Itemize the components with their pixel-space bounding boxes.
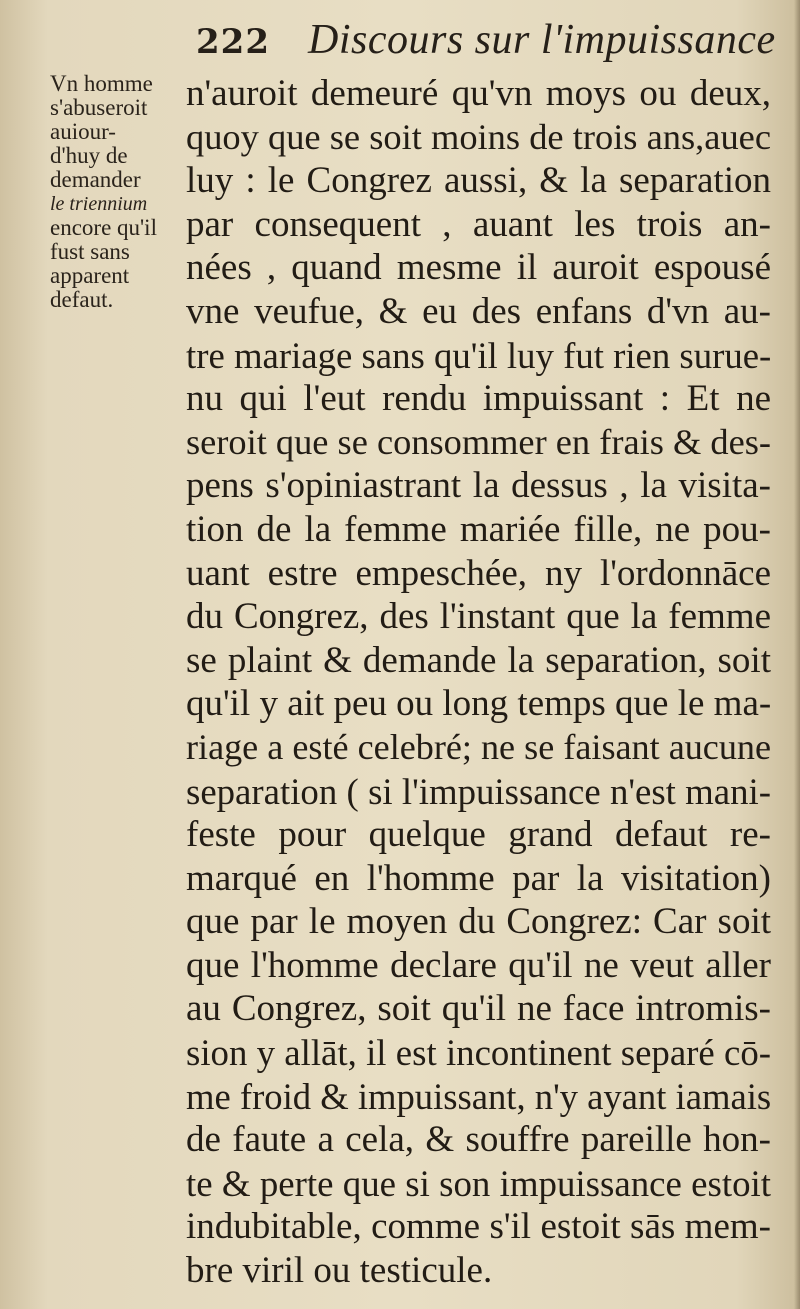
margin-note-line: fust sans [50, 239, 130, 264]
margin-note-line: apparent [50, 263, 130, 288]
margin-note-line: s'abuseroit [50, 95, 148, 120]
text-line: qu'il y ait peu ou long temps que le ma- [186, 683, 772, 725]
page-number: 222 [196, 22, 270, 62]
text-line: bre viril ou testicule. [186, 1250, 493, 1292]
running-title: Discours sur l'impuissance [308, 17, 776, 63]
text-line: seroit que se consommer en frais & des- [186, 421, 771, 462]
margin-note-line: d'huy de [50, 143, 128, 168]
text-line: au Congrez, soit qu'il ne face intromis- [186, 988, 771, 1030]
text-line: de faute a cela, & souffre pareille hon- [186, 1119, 771, 1161]
margin-note-line: Vn homme [50, 71, 153, 96]
text-line: marqué en l'homme par la visitation) [186, 857, 771, 899]
text-line: tre mariage sans qu'il luy fut rien surue- [186, 334, 772, 376]
margin-note-line: demander [50, 167, 141, 192]
text-line: se plaint & demande la separation, soit [186, 639, 771, 681]
text-line: luy : le Congrez aussi, & la separation [186, 160, 771, 202]
text-line: feste pour quelque grand defaut re- [186, 814, 771, 856]
text-line: separation ( si l'impuissance n'est mani- [186, 770, 771, 812]
text-line: par consequent , auant les trois an- [186, 203, 771, 245]
text-line: pens s'opiniastrant la dessus , la visita- [186, 465, 771, 507]
text-line: quoy que se soit moins de trois ans,auec [186, 116, 771, 157]
margin-note-line: le triennium [50, 193, 148, 215]
text-line: indubitable, comme s'il estoit sās mem- [186, 1206, 771, 1248]
text-line: que par le moyen du Congrez: Car soit [186, 901, 771, 943]
text-line: riage a esté celebré; ne se faisant aucune [186, 726, 771, 767]
margin-note-line: encore qu'il [50, 215, 157, 240]
text-line: sion y allāt, il est incontinent separé cō- [186, 1032, 771, 1074]
text-line: que l'homme declare qu'il ne veut aller [186, 944, 771, 986]
text-line: nées , quand mesme il auroit espousé [186, 247, 771, 289]
text-line: nu qui l'eut rendu impuissant : Et ne [186, 378, 771, 420]
text-line: uant estre empeschée, ny l'ordonnāce [186, 552, 771, 594]
margin-note-line: defaut. [50, 287, 114, 312]
text-line: te & perte que si son impuissance estoit [186, 1162, 771, 1204]
text-line: du Congrez, des l'instant que la femme [186, 596, 771, 638]
text-line: n'auroit demeuré qu'vn moys ou deux, [186, 73, 771, 114]
text-line: me froid & impuissant, n'y ayant iamais [186, 1075, 772, 1117]
margin-note [50, 72, 190, 312]
body-text [186, 72, 771, 1293]
margin-note-line: auiour- [50, 119, 116, 144]
page-header [196, 14, 776, 70]
text-line: tion de la femme mariée fille, ne pou- [186, 508, 771, 550]
text-line: vne veufue, & eu des enfans d'vn au- [186, 290, 771, 332]
